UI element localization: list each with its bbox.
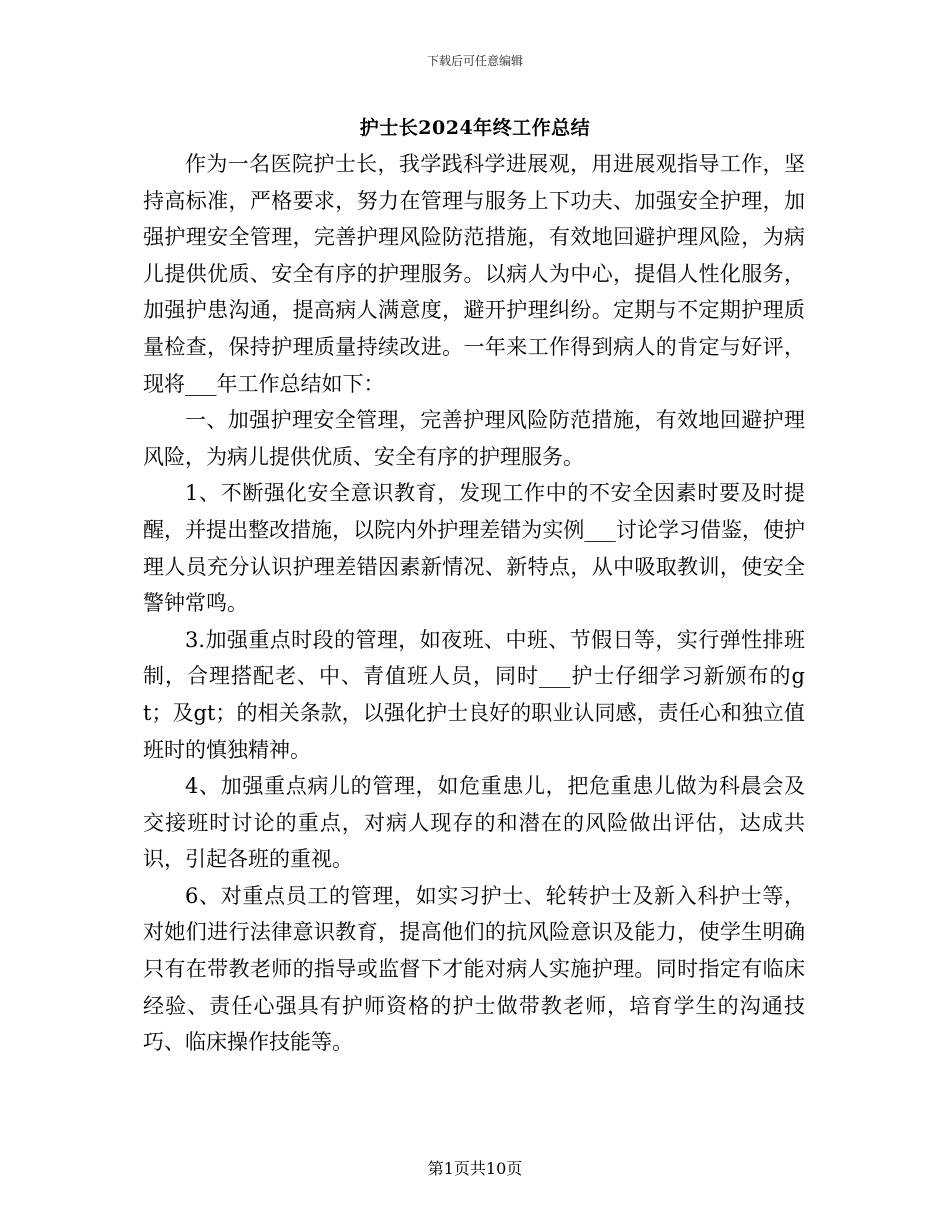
paragraph-intro: 作为一名医院护士长，我学践科学进展观，用进展观指导工作，坚持高标准，严格要求，努力在管理与服务上下功夫、加强安全护理，加强护理安全管理，完善护理风险防范措施，有效地回避护理风险，为病儿提供优质、安全有序的护理服务。以病人为中心，提倡人性化服务，加强护患沟通，提高病人满意度，避开护理纠纷。定期与不定期护理质量检查，保持护理质量持续改进。一年来工作得到病人的肯定与好评，现将___年工作总结如下： (143, 152, 805, 396)
document-body (143, 146, 805, 1061)
paragraph-item-4: 4、加强重点病儿的管理，如危重患儿，把危重患儿做为科晨会及交接班时讨论的重点，对病人现存的和潜在的风险做出评估，达成共识，引起各班的重视。 (143, 774, 805, 872)
header-note: 下载后可任意编辑 (426, 54, 523, 68)
page-number-footer: 第1页共10页 (427, 1159, 523, 1178)
paragraph-section-1: 一、加强护理安全管理，完善护理风险防范措施，有效地回避护理风险，为病儿提供优质、安全有序的护理服务。 (143, 408, 805, 469)
paragraph-item-3: 3.加强重点时段的管理，如夜班、中班、节假日等，实行弹性排班制，合理搭配老、中、青值班人员，同时___护士仔细学习新颁布的gt；及gt；的相关条款，以强化护士良好的职业认同感，责任心和独立值班时的慎独精神。 (143, 627, 805, 762)
document-title: 护士长2024年终工作总结 (359, 117, 591, 139)
paragraph-item-6: 6、对重点员工的管理，如实习护士、轮转护士及新入科护士等，对她们进行法律意识教育，提高他们的抗风险意识及能力，使学生明确只有在带教老师的指导或监督下才能对病人实施护理。同时指定有临床经验、责任心强具有护师资格的护士做带教老师，培育学生的沟通技巧、临床操作技能等。 (143, 883, 805, 1055)
paragraph-item-1: 1、不断强化安全意识教育，发现工作中的不安全因素时要及时提醒，并提出整改措施，以院内外护理差错为实例___讨论学习借鉴，使护理人员充分认识护理差错因素新情况、新特点，从中吸取教训，使安全警钟常鸣。 (143, 481, 805, 616)
